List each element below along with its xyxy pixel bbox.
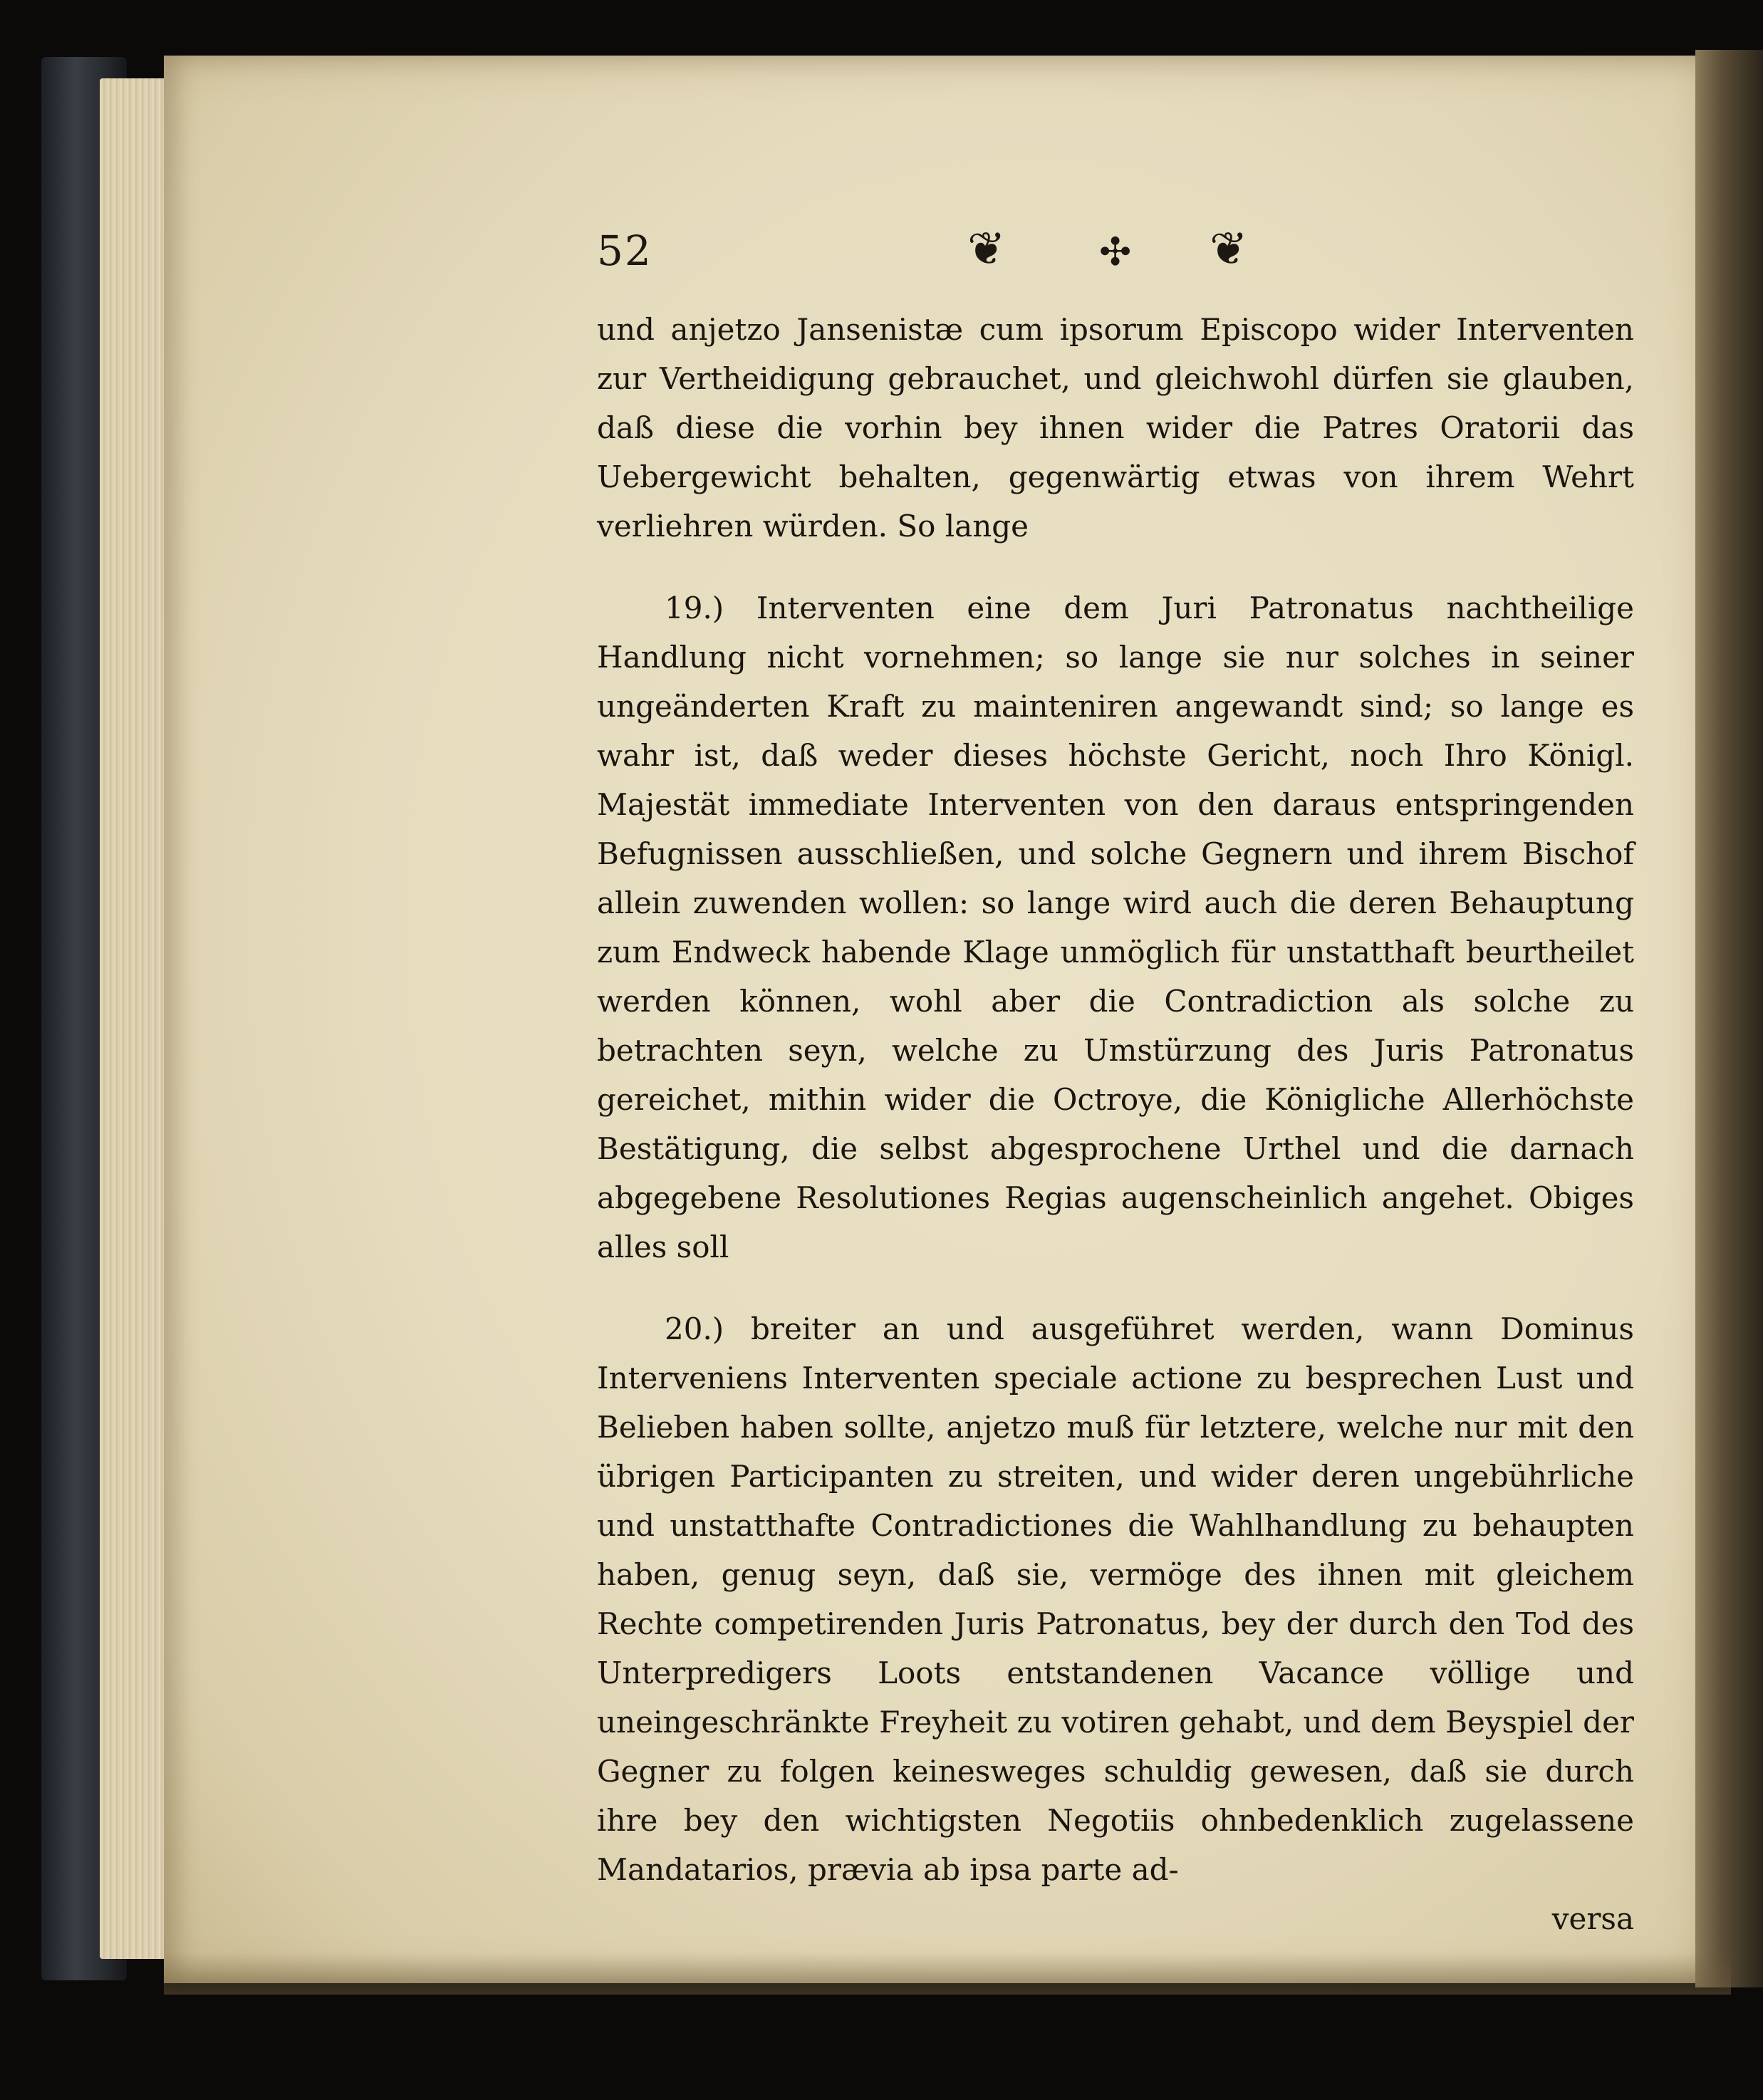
body-text [597, 305, 1634, 1943]
page-number: 52 [597, 227, 652, 275]
running-head [597, 223, 1594, 291]
paragraph-text: und anjetzo Jansenistæ cum ipsorum Episcopo wider Interventen zur Vertheidigung gebrauchet, und gleichwohl dürfen sie glauben, daß diese die vorhin bey ihnen wider die Patres Oratorii das Uebergewicht behalten, gegenwärtig etwas von ihrem Wehrt verliehren würden. So lange [597, 312, 1634, 544]
paragraph-number: 19.) [665, 591, 724, 625]
paragraph-text: breiter an und ausgeführet werden, wann Dominus Interveniens Interventen speciale actione zu besprechen Lust und Belieben haben sollte, anjetzo muß für letztere, welche nur mit den übrigen Participanten zu streiten, und wider deren ungebührliche und unstatthafte Contradictiones die Wahlhandlung zu behaupten haben, genug seyn, daß sie, vermöge des ihnen mit gleichem Rechte competirenden Juris Patronatus, bey der durch den Tod des Unterpredigers Loots entstandenen Vacance völlige und uneingeschränkte Freyheit zu votiren gehabt, und dem Beyspiel der Gegner zu folgen keinesweges schuldig gewesen, daß sie durch ihre bey den wichtigsten Negotiis ohnbedenklich zugelassene Mandatarios, prævia ab ipsa parte ad- [597, 1311, 1634, 1887]
shell-ornament-icon: ❦ [1210, 223, 1248, 276]
shell-ornament-icon: ❦ [967, 223, 1006, 276]
paragraph-20 [597, 1304, 1634, 1943]
paragraph-continuation [597, 305, 1634, 551]
paragraph-19 [597, 583, 1634, 1272]
page-bottom-shadow [164, 1952, 1731, 1995]
paragraph-number: 20.) [665, 1311, 724, 1346]
paragraph-text: Interventen eine dem Juri Patronatus nachtheilige Handlung nicht vornehmen; so lange sie nur solches in seiner ungeänderten Kraft zu mainteniren angewandt sind; so lange es wahr ist, daß weder dieses höchste Gericht, noch Ihro Königl. Majestät immediate Interventen von den daraus entspringenden Befugnissen ausschließen, und solche Gegnern und ihrem Bischof allein zuwenden wollen: so lange wird auch die deren Behauptung zum Endweck habende Klage unmöglich für unstatthaft beurtheilet werden können, wohl aber die Contradiction als solche zu betrachten seyn, welche zu Umstürzung des Juris Patronatus gereichet, mithin wider die Octroye, die Königliche Allerhöchste Bestätigung, die selbst abgesprochene Urthel und die darnach abgegebene Resolutiones Regias augenscheinlich angehet. Obiges alles soll [597, 591, 1634, 1264]
cross-ornament-icon: ✣ [1099, 229, 1132, 274]
book-gutter [1695, 50, 1763, 1987]
catchword: versa [1551, 1901, 1634, 1936]
